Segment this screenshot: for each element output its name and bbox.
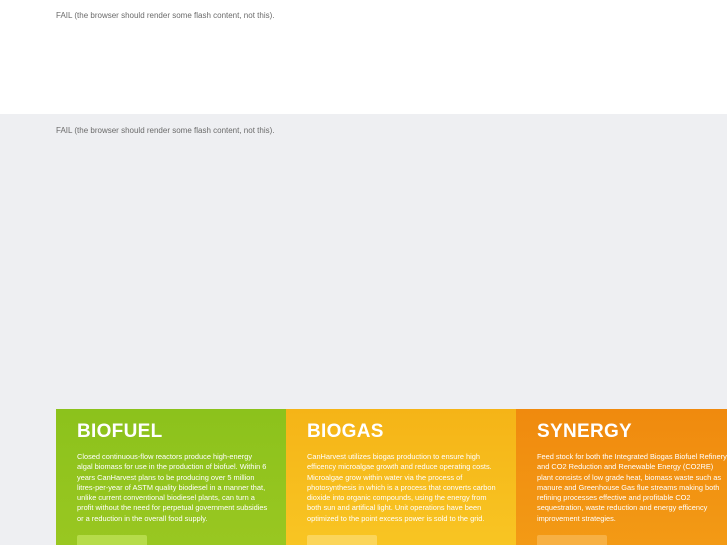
biogas-title: BIOGAS: [307, 421, 384, 442]
synergy-panel: [516, 409, 727, 545]
biogas-description: CanHarvest utilizes biogas production to ensure high efficency microalgae growth and reduce operating costs. Microalgae grow within water via the process of photosynthesis in which is a process that converts carbon dioxide into organic compounds, using the energy from both sun and artifical light. Unit operations have been optimized to the point excess power is sold to the grid.: [307, 452, 496, 523]
flash-fallback-message-top: FAIL (the browser should render some flash content, not this).: [56, 11, 275, 20]
top-flash-area: [0, 0, 727, 114]
biofuel-more-button[interactable]: [77, 535, 147, 545]
biofuel-panel: [56, 409, 286, 545]
synergy-description: Feed stock for both the Integrated Biogas Biofuel Refinery and CO2 Reduction and Renewable Energy (CO2RE) plant consists of low grade heat, biomass waste such as manure and Greenhouse Gas flue streams making both refining processes effective and profitable CO2 sequestration, waste reduction and energy efficency improvement strategies.: [537, 452, 727, 523]
biofuel-description: Closed continuous-flow reactors produce high-energy algal biomass for use in the production of biofuel. Within 6 years CanHarvest plans to be producing over 5 million litres-per-year of ASTM quality biodiesel in a manner that, unlike current conventional biodiesel plants, can turn a profit without the need for perpetual government subsidies or a reduction in the overall food supply.: [77, 452, 268, 523]
synergy-more-button[interactable]: [537, 535, 607, 545]
synergy-title: SYNERGY: [537, 421, 633, 442]
biogas-panel: [286, 409, 516, 545]
flash-fallback-message-main: FAIL (the browser should render some flash content, not this).: [56, 126, 275, 135]
biofuel-title: BIOFUEL: [77, 421, 163, 442]
feature-panels: [56, 409, 727, 545]
biogas-more-button[interactable]: [307, 535, 377, 545]
